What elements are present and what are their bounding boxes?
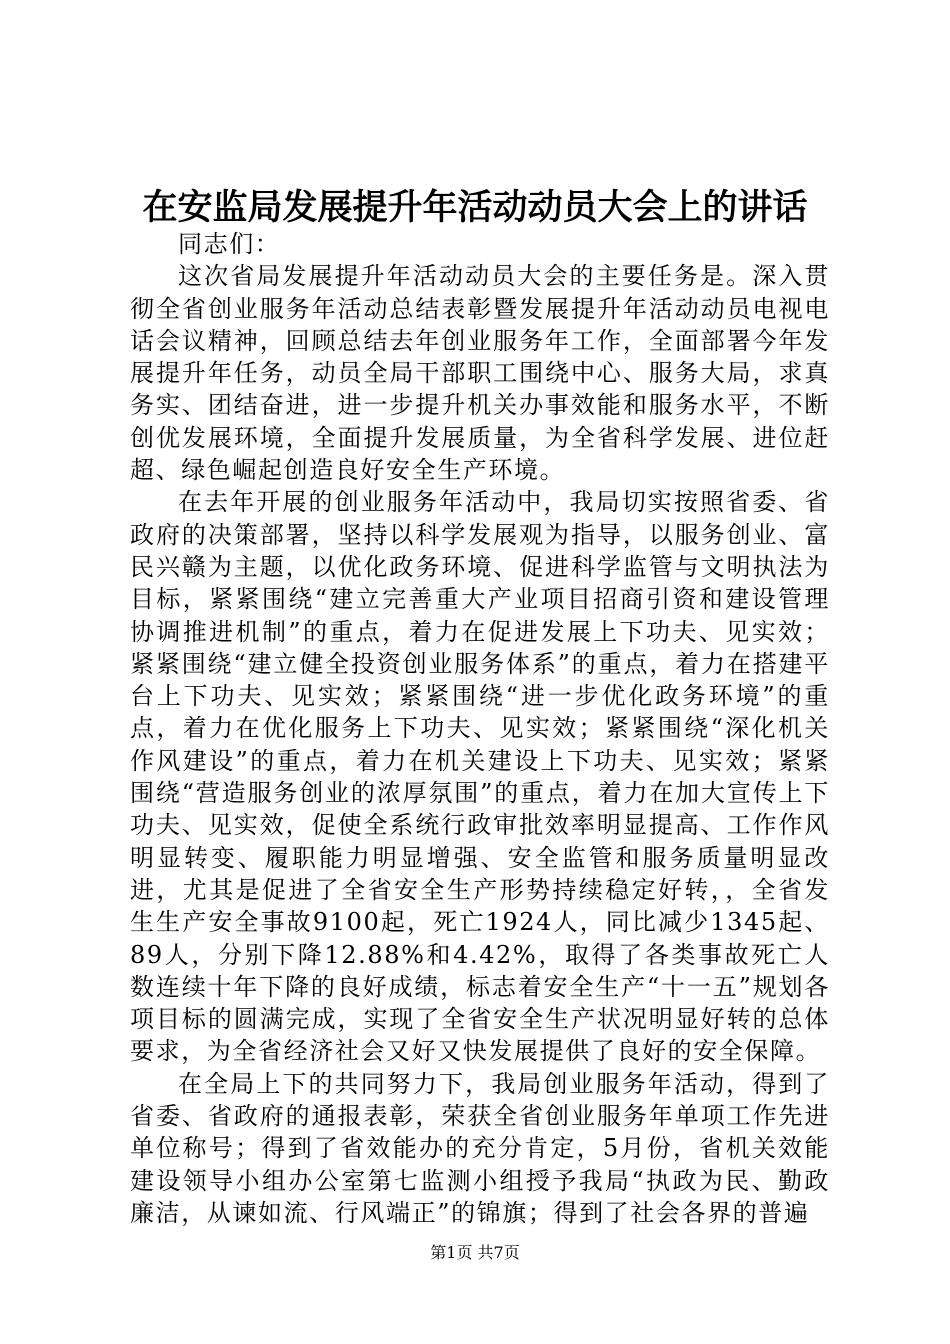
paragraph-1: 这次省局发展提升年活动动员大会的主要任务是。深入贯彻全省创业服务年活动总结表彰暨发展提升年活动动员电视电话会议精神，回顾总结去年创业服务年工作，全面部署今年发展提升年任务，动员全局干部职工围绕中心、服务大局，求真务实、团结奋进，进一步提升机关办事效能和服务水平，不断创优发展环境，全面提升发展质量，为全省科学发展、进位赶超、绿色崛起创造良好安全生产环境。	[130, 262, 830, 485]
document-body	[130, 228, 830, 1229]
page-indicator: 第1页 共7页	[430, 1243, 520, 1262]
paragraph-3: 在全局上下的共同努力下，我局创业服务年活动，得到了省委、省政府的通报表彰，荣获全省创业服务年单项工作先进单位称号；得到了省效能办的充分肯定，5月份，省机关效能建设领导小组办公室第七监测小组授予我局“执政为民、勤政廉洁，从谏如流、行风端正”的锦旗；得到了社会各界的普遍	[130, 1069, 830, 1227]
document-title: 在安监局发展提升年活动动员大会上的讲话	[142, 187, 808, 228]
salutation: 同志们：	[178, 230, 281, 258]
paragraph-2: 在去年开展的创业服务年活动中，我局切实按照省委、省政府的决策部署，坚持以科学发展观为指导，以服务创业、富民兴赣为主题，以优化政务环境、促进科学监管与文明执法为目标，紧紧围绕“建立完善重大产业项目招商引资和建设管理协调推进机制”的重点，着力在促进发展上下功夫、见实效；紧紧围绕“建立健全投资创业服务体系”的重点，着力在搭建平台上下功夫、见实效；紧紧围绕“进一步优化政务环境”的重点，着力在优化服务上下功夫、见实效；紧紧围绕“深化机关作风建设”的重点，着力在机关建设上下功夫、见实效；紧紧围绕“营造服务创业的浓厚氛围”的重点，着力在加大宣传上下功夫、见实效，促使全系统行政审批效率明显提高、工作作风明显转变、履职能力明显增强、安全监管和服务质量明显改进，尤其是促进了全省安全生产形势持续稳定好转，，全省发生生产安全事故9100起，死亡1924人，同比减少1345起、89人，分别下降12.88%和4.42%，取得了各类事故死亡人数连续十年下降的良好成绩，标志着安全生产“十一五”规划各项目标的圆满完成，实现了全省安全生产状况明显好转的总体要求，为全省经济社会又好又快发展提供了良好的安全保障。	[130, 488, 830, 1066]
